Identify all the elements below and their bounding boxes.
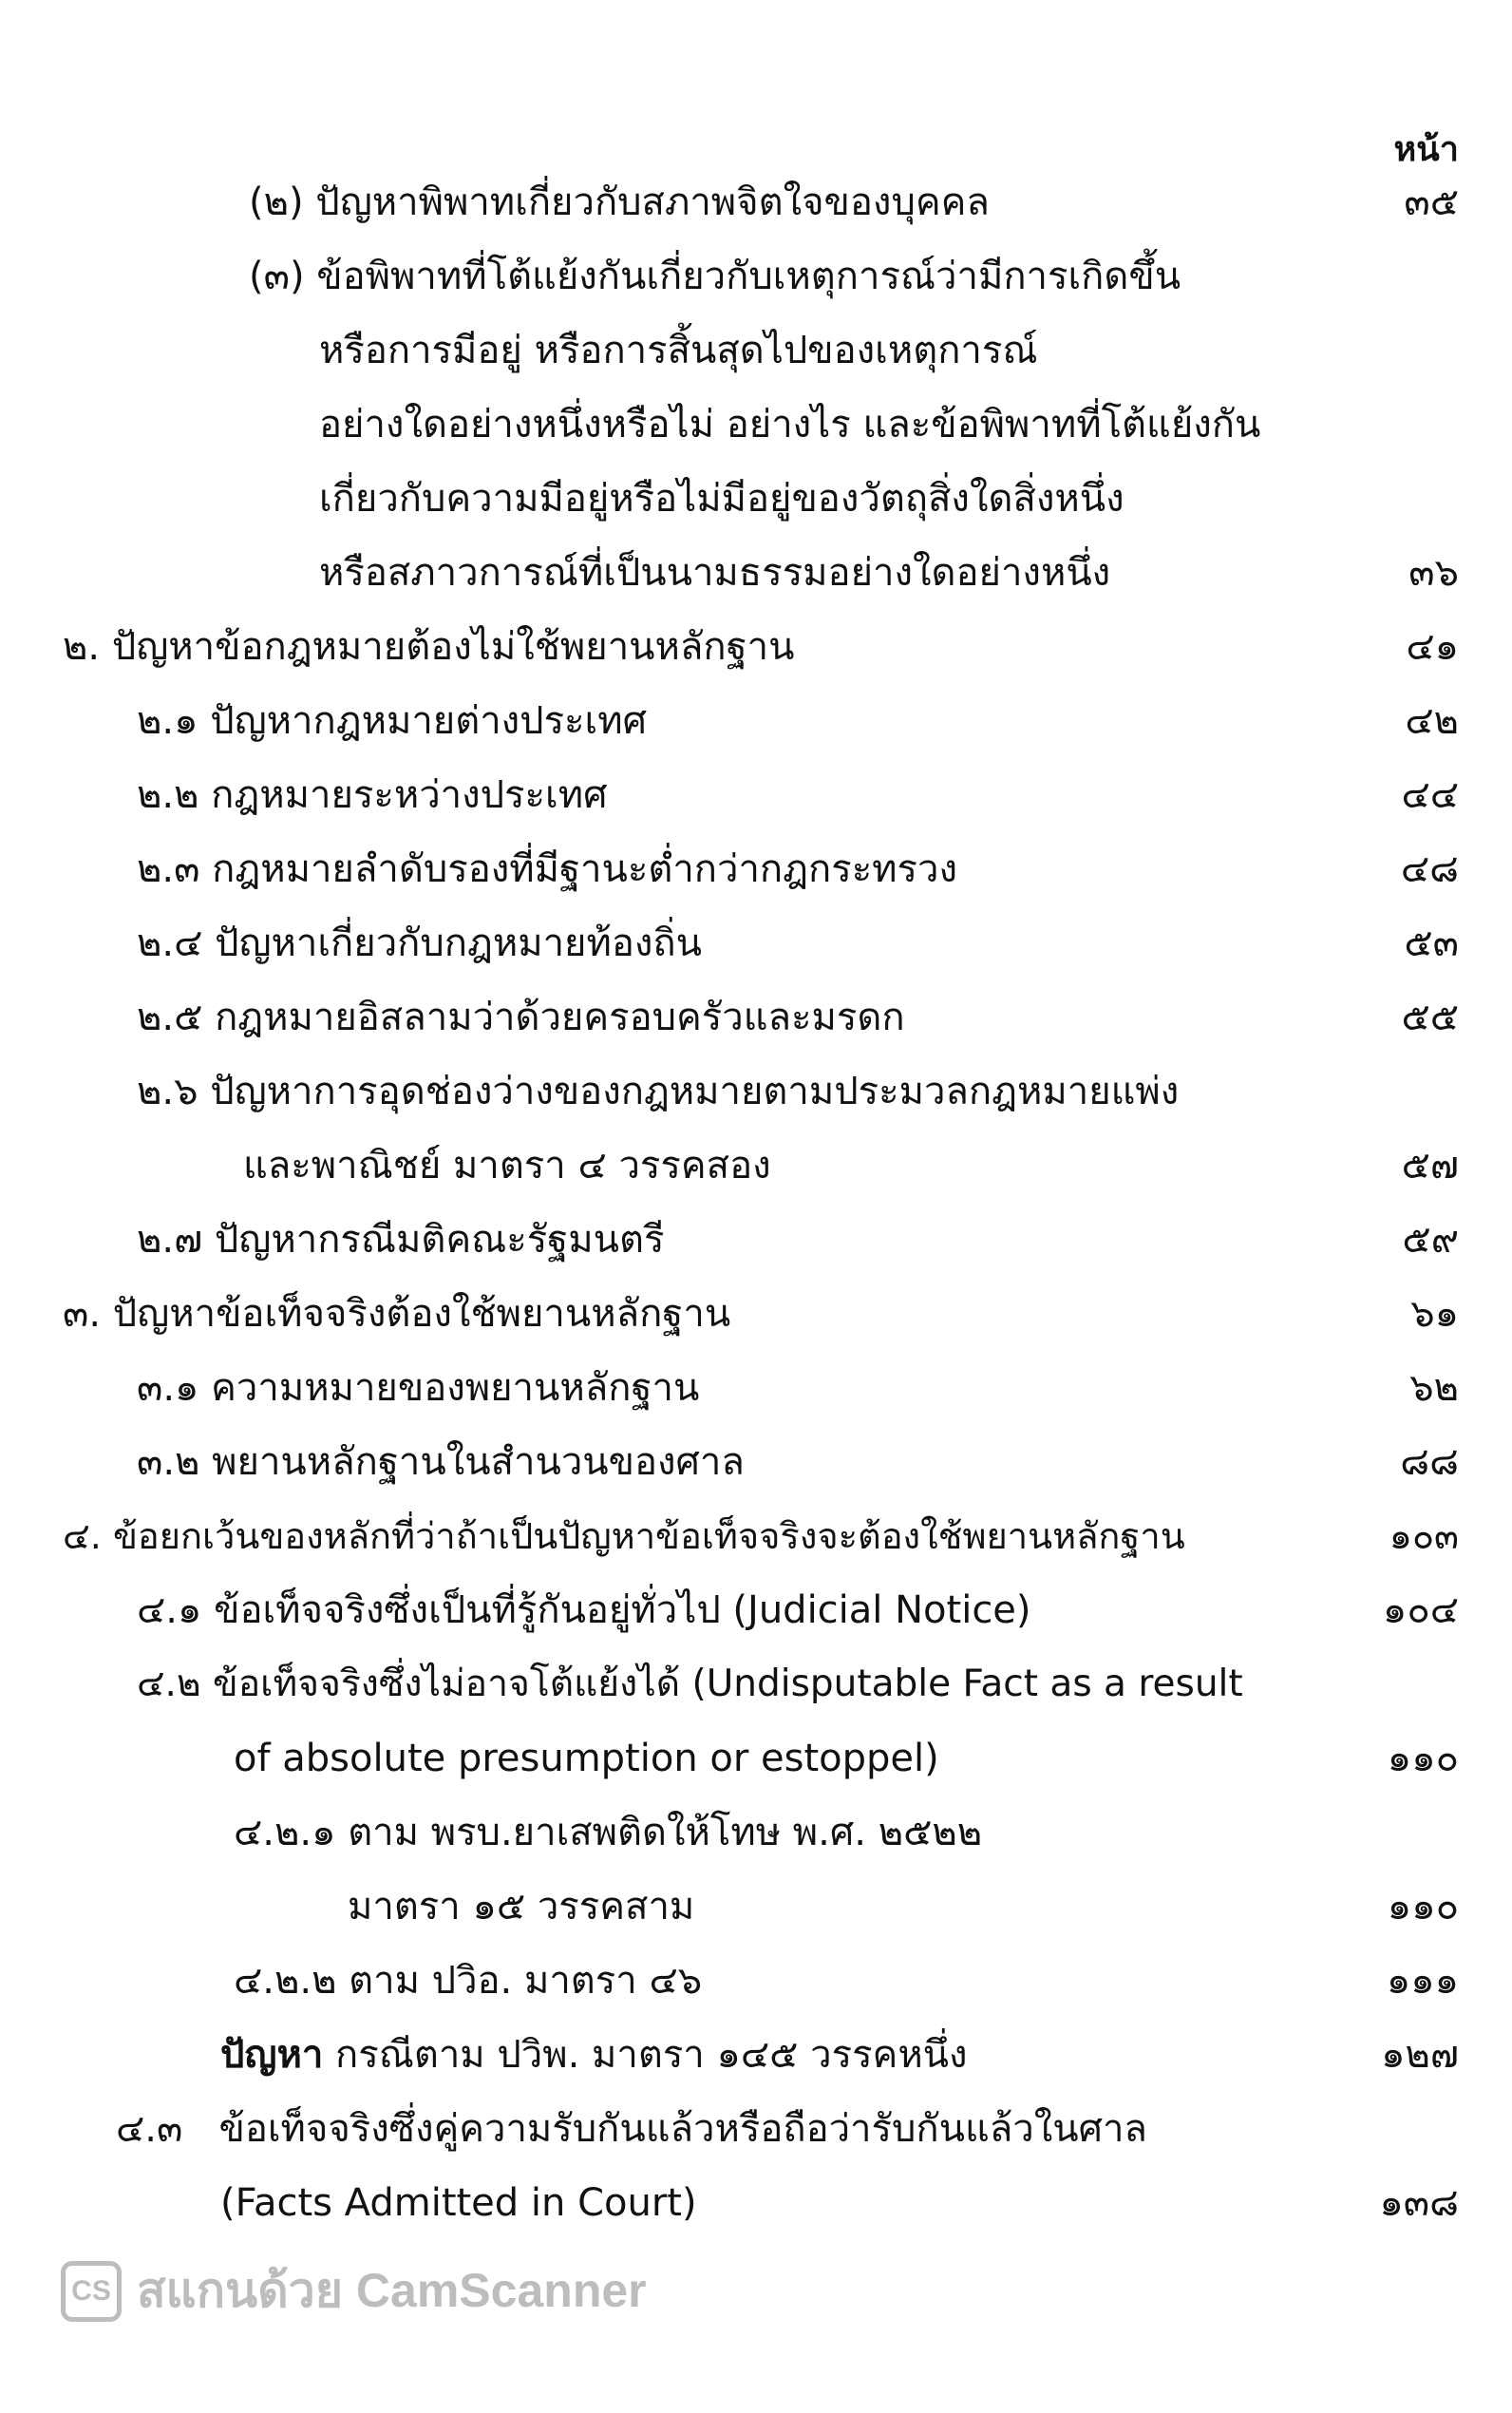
toc-number: (๒)	[249, 180, 304, 224]
toc-row	[0, 1870, 1512, 1944]
toc-entry-text	[220, 2166, 697, 2240]
toc-row	[0, 1573, 1512, 1647]
toc-entry-text	[319, 536, 1110, 610]
toc-title: ความหมายของพยานหลักฐาน	[211, 1366, 700, 1410]
toc-entry-text	[234, 1721, 939, 1796]
toc-entry-text	[63, 610, 794, 684]
toc-page-number: ๑๓๘	[1379, 2181, 1459, 2225]
toc-number: ปัญหา	[220, 2033, 324, 2077]
toc-page-number: ๕๗	[1401, 1144, 1459, 1188]
toc-title: หรือการมีอยู่ หรือการสิ้นสุดไปของเหตุการณ์	[319, 329, 1038, 372]
toc-page-number: ๔๑	[1406, 625, 1459, 669]
toc-number: ๒.๕	[137, 996, 203, 1039]
toc-row	[0, 758, 1512, 832]
toc-entry-text	[116, 2092, 1147, 2166]
toc-title: ปัญหาข้อเท็จจริงต้องใช้พยานหลักฐาน	[112, 1292, 731, 1336]
toc-row	[0, 314, 1512, 388]
toc-title: ข้อพิพาทที่โต้แย้งกันเกี่ยวกับเหตุการณ์ว่ามีการเกิดขึ้น	[316, 255, 1181, 298]
toc-number: ๔.๒.๑	[234, 1811, 336, 1854]
toc-number: ๔.๓	[116, 2107, 183, 2151]
toc-entry-text	[234, 1796, 982, 1870]
toc-title: (Facts Admitted in Court)	[220, 2181, 697, 2225]
toc-row	[0, 906, 1512, 980]
toc-number: (๓)	[249, 255, 305, 298]
toc-row	[0, 1944, 1512, 2018]
toc-title: มาตรา ๑๕ วรรคสาม	[348, 1885, 695, 1928]
toc-title: และพาณิชย์ มาตรา ๔ วรรคสอง	[243, 1144, 771, 1188]
toc-entry-text	[63, 1277, 730, 1351]
toc-row	[0, 2166, 1512, 2240]
toc-title: ข้อเท็จจริงซึ่งคู่ความรับกันแล้วหรือถือว่ารับกันแล้วในศาล	[218, 2107, 1147, 2151]
page-column-header: หน้า	[1393, 130, 1459, 169]
toc-row	[0, 610, 1512, 684]
toc-row	[0, 1499, 1512, 1573]
toc-title: ปัญหากฎหมายต่างประเทศ	[210, 699, 647, 743]
toc-row	[0, 1351, 1512, 1425]
toc-title: กฎหมายระหว่างประเทศ	[211, 773, 608, 817]
toc-number: ๒.๔	[137, 922, 203, 965]
toc-entry-text	[137, 1054, 1179, 1129]
toc-row	[0, 1277, 1512, 1351]
toc-title: ข้อเท็จจริงซึ่งไม่อาจโต้แย้งได้ (Undisputable Fact as a result	[213, 1662, 1243, 1705]
toc-number: ๒.	[63, 625, 101, 669]
camscanner-watermark	[61, 2253, 647, 2328]
toc-title: ปัญหาพิพาทเกี่ยวกับสภาพจิตใจของบุคคล	[315, 180, 990, 224]
toc-entry-text	[137, 980, 905, 1054]
toc-title: อย่างใดอย่างหนึ่งหรือไม่ อย่างไร และข้อพิพาทที่โต้แย้งกัน	[319, 403, 1261, 446]
toc-row	[0, 832, 1512, 906]
toc-row	[0, 1203, 1512, 1277]
toc-title: กฎหมายลำดับรองที่มีฐานะต่ำกว่ากฎกระทรวง	[212, 847, 958, 891]
toc-entry-text	[63, 1499, 1185, 1573]
toc-title: กฎหมายอิสลามว่าด้วยครอบครัวและมรดก	[215, 996, 905, 1039]
toc-number: ๓.	[63, 1292, 102, 1336]
toc-number: ๓.๑	[137, 1366, 199, 1410]
toc-entry-text	[137, 1203, 664, 1277]
toc-title: ปัญหาการอุดช่องว่างของกฎหมายตามประมวลกฎหมายแพ่ง	[210, 1070, 1180, 1113]
toc-row	[0, 1425, 1512, 1499]
toc-entry-text	[220, 2018, 968, 2092]
toc-row	[0, 239, 1512, 314]
toc-row	[0, 462, 1512, 536]
toc-page-number: ๖๑	[1410, 1292, 1459, 1336]
toc-page-number: ๖๒	[1409, 1366, 1459, 1410]
toc-number: ๒.๑	[137, 699, 198, 743]
toc-title: ข้อเท็จจริงซึ่งเป็นที่รู้กันอยู่ทั่วไป (Judicial Notice)	[214, 1588, 1031, 1632]
toc-title: หรือสภาวการณ์ที่เป็นนามธรรมอย่างใดอย่างหนึ่ง	[319, 551, 1111, 595]
toc-page-number: ๓๖	[1408, 551, 1459, 595]
toc-number: ๓.๒	[137, 1440, 200, 1484]
toc-row	[0, 1796, 1512, 1870]
toc-page-number: ๑๐๔	[1382, 1588, 1459, 1632]
toc-entry-text	[137, 1573, 1031, 1647]
toc-title: ปัญหาเกี่ยวกับกฎหมายท้องถิ่น	[215, 922, 702, 965]
toc-row	[0, 536, 1512, 610]
toc-title: of absolute presumption or estoppel)	[234, 1737, 939, 1780]
toc-entry-text	[137, 684, 647, 758]
toc-row	[0, 165, 1512, 239]
toc-entry-text	[137, 832, 957, 906]
toc-title: ข้อยกเว้นของหลักที่ว่าถ้าเป็นปัญหาข้อเท็จจริงจะต้องใช้พยานหลักฐาน	[112, 1515, 1185, 1557]
toc-title: พยานหลักฐานในสำนวนของศาล	[212, 1440, 745, 1484]
toc-title: เกี่ยวกับความมีอยู่หรือไม่มีอยู่ของวัตถุสิ่งใดสิ่งหนึ่ง	[319, 477, 1125, 521]
toc-row	[0, 1054, 1512, 1129]
toc-entry-text	[319, 462, 1125, 536]
toc-page-number: ๑๑๐	[1387, 1737, 1459, 1780]
toc-number: ๔.๒.๒	[234, 1959, 337, 2003]
toc-page-number: ๔๘	[1400, 847, 1459, 891]
toc-entry-text	[249, 165, 990, 239]
toc-number: ๔.	[63, 1515, 102, 1557]
toc-page-number: ๕๓	[1404, 922, 1459, 965]
toc-page-number: ๘๘	[1400, 1440, 1459, 1484]
toc-entry-text	[249, 239, 1181, 314]
toc-number: ๒.๖	[137, 1070, 198, 1113]
toc-title: ตาม พรบ.ยาเสพติดให้โทษ พ.ศ. ๒๕๒๒	[348, 1811, 983, 1854]
toc-row	[0, 1129, 1512, 1203]
toc-page-number: ๔๒	[1405, 699, 1459, 743]
camscanner-logo-icon: CS	[61, 2261, 122, 2322]
toc-row	[0, 1647, 1512, 1721]
toc-number: ๔.๑	[137, 1588, 202, 1632]
watermark-text: สแกนด้วย CamScanner	[137, 2264, 647, 2317]
toc-entry-text	[137, 1351, 699, 1425]
toc-title: กรณีตาม ปวิพ. มาตรา ๑๔๕ วรรคหนึ่ง	[335, 2033, 968, 2077]
toc-entry-text	[319, 388, 1260, 462]
toc-row	[0, 980, 1512, 1054]
toc-entry-text	[243, 1129, 771, 1203]
toc-number: ๒.๓	[137, 847, 200, 891]
toc-title: ปัญหาข้อกฎหมายต้องไม่ใช้พยานหลักฐาน	[111, 625, 795, 669]
toc-number: ๔.๒	[137, 1662, 201, 1705]
toc-title: ตาม ปวิอ. มาตรา ๔๖	[349, 1959, 703, 2003]
toc-entry-text	[319, 314, 1037, 388]
toc-entry-text	[137, 906, 702, 980]
toc-page-number: ๕๕	[1401, 996, 1459, 1039]
toc-entry-text	[348, 1870, 694, 1944]
toc-page-number: ๓๕	[1404, 180, 1459, 224]
toc-page-number: ๑๑๑	[1386, 1959, 1459, 2003]
toc-page-number: ๑๑๐	[1387, 1885, 1459, 1928]
toc-row	[0, 684, 1512, 758]
toc-entry-text	[137, 758, 607, 832]
toc-page-number: ๕๙	[1402, 1218, 1459, 1262]
toc-number: ๒.๗	[137, 1218, 203, 1262]
toc-entry-text	[137, 1425, 745, 1499]
toc-number: ๒.๒	[137, 773, 199, 817]
toc-row	[0, 1721, 1512, 1796]
toc-page-number: ๑๐๓	[1389, 1515, 1459, 1557]
toc-title: ปัญหากรณีมติคณะรัฐมนตรี	[214, 1218, 665, 1262]
toc-row	[0, 2092, 1512, 2166]
toc-page-number: ๔๔	[1401, 773, 1459, 817]
toc-page-number: ๑๒๗	[1381, 2033, 1459, 2077]
toc-row	[0, 2018, 1512, 2092]
toc-row	[0, 388, 1512, 462]
toc-entry-text	[137, 1647, 1243, 1721]
toc-entry-text	[234, 1944, 702, 2018]
